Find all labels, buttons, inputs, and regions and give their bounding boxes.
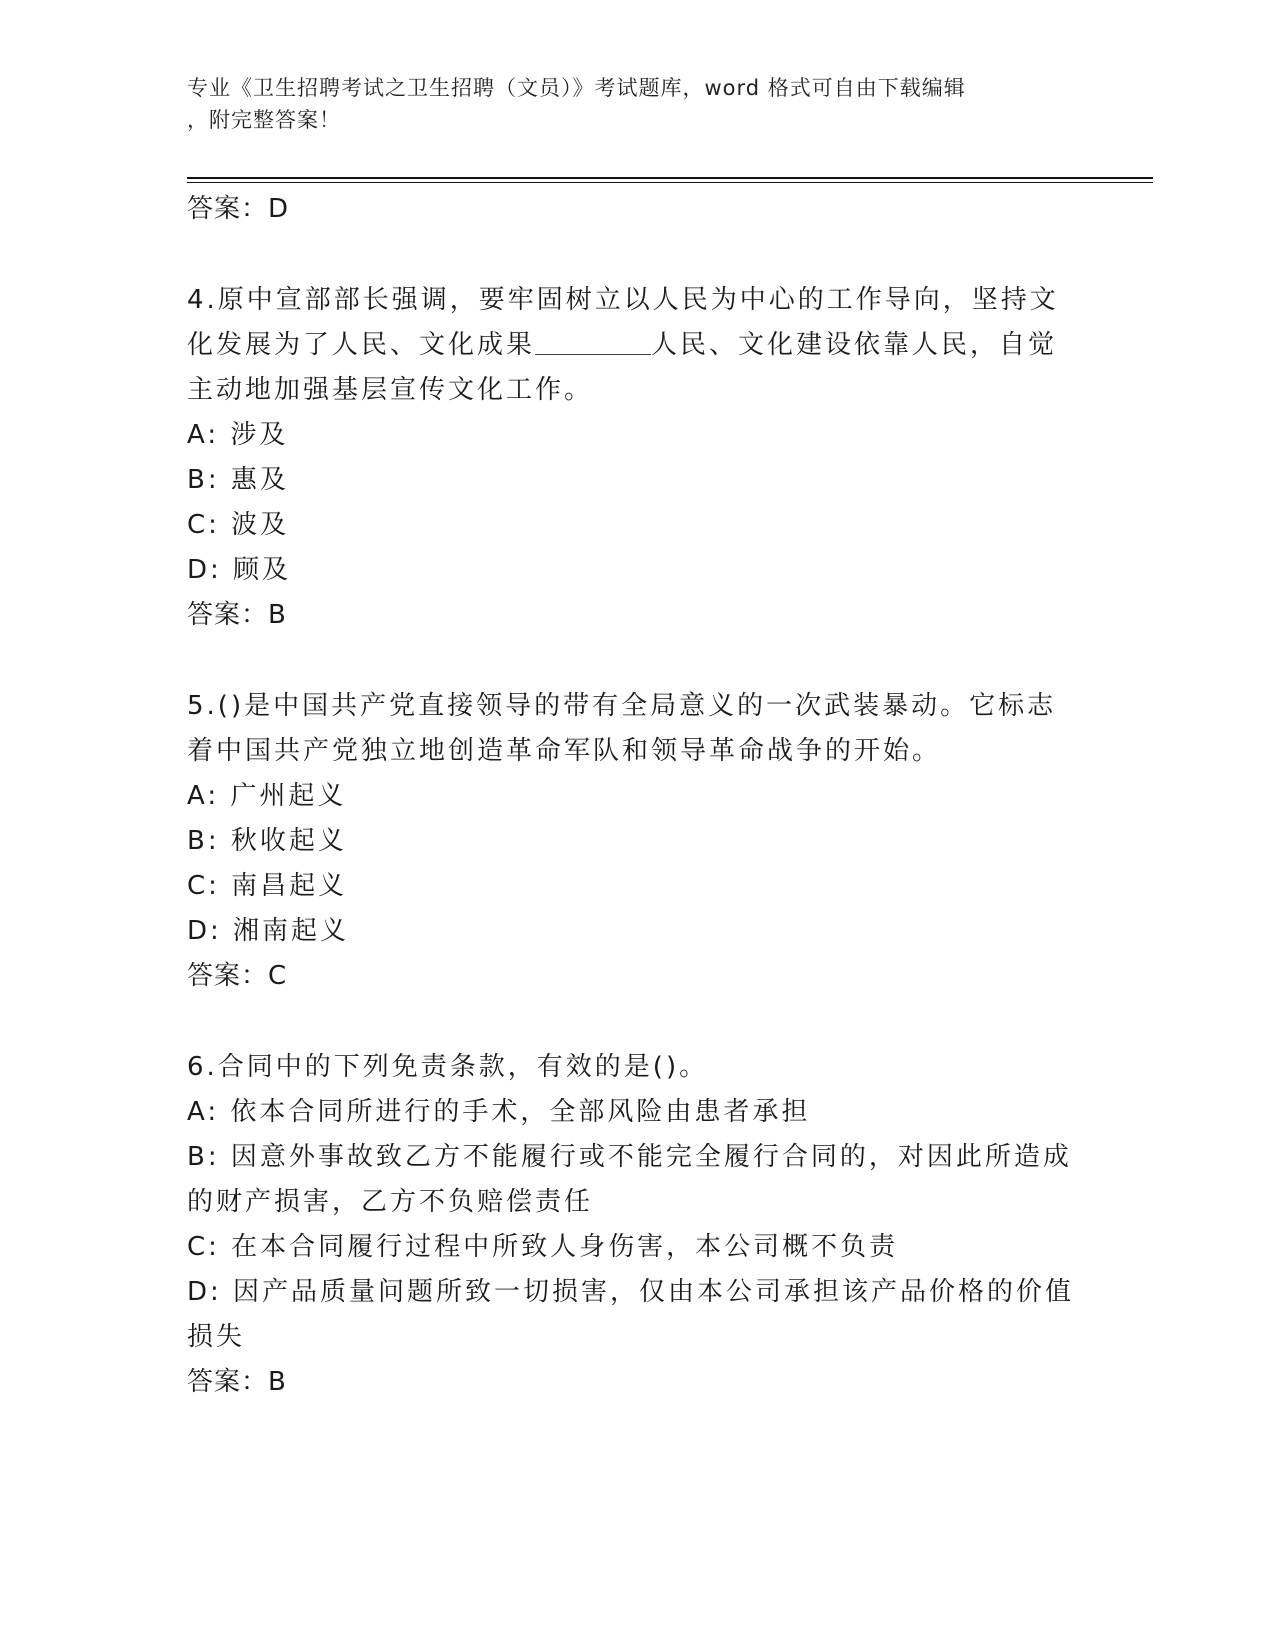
question-4-text-line-3: 主动地加强基层宣传文化工作。 — [187, 375, 594, 405]
document-header — [187, 72, 1067, 136]
question-4-option-c: C: 波及 — [187, 510, 290, 540]
previous-answer: 答案：D — [187, 194, 290, 224]
header-line-1: 专业《卫生招聘考试之卫生招聘（文员）》考试题库，word 格式可自由下载编辑 — [187, 76, 966, 100]
spacer — [187, 638, 1087, 684]
question-5-option-a: A: 广州起义 — [187, 781, 347, 811]
question-4-text-line-1: 4.原中宣部部长强调，要牢固树立以人民为中心的工作导向，坚持文 — [187, 285, 1059, 315]
question-6-option-a: A: 依本合同所进行的手术，全部风险由患者承担 — [187, 1097, 811, 1127]
question-4-answer: 答案：B — [187, 600, 287, 630]
question-5-answer: 答案：C — [187, 961, 288, 991]
question-5-option-c: C: 南昌起义 — [187, 871, 348, 901]
question-6-option-b-line-2: 的财产损害，乙方不负赔偿责任 — [187, 1187, 594, 1217]
question-6-option-b-line-1: B: 因意外事故致乙方不能履行或不能完全履行合同的，对因此所造成 — [187, 1142, 1072, 1172]
spacer — [187, 232, 1087, 278]
header-divider-thick — [187, 177, 1153, 179]
header-divider-thin — [187, 182, 1153, 183]
question-5-option-b: B: 秋收起义 — [187, 826, 347, 856]
question-6-option-d-line-2: 损失 — [187, 1322, 246, 1352]
question-4-option-d: D: 顾及 — [187, 555, 292, 585]
question-4-option-a: A: 涉及 — [187, 420, 289, 450]
question-6-answer: 答案：B — [187, 1367, 287, 1397]
question-5 — [187, 684, 1087, 999]
question-4 — [187, 278, 1087, 638]
question-6-option-c: C: 在本合同履行过程中所致人身伤害，本公司概不负责 — [187, 1232, 899, 1262]
question-6-text-line-1: 6.合同中的下列免责条款，有效的是()。 — [187, 1052, 709, 1082]
question-content — [187, 187, 1087, 1405]
question-5-option-d: D: 湘南起义 — [187, 916, 350, 946]
question-5-text-line-1: 5.()是中国共产党直接领导的带有全局意义的一次武装暴动。它标志 — [187, 691, 1057, 721]
fill-in-blank — [535, 324, 651, 355]
question-6 — [187, 1045, 1087, 1405]
question-5-text-line-2: 着中国共产党独立地创造革命军队和领导革命战争的开始。 — [187, 736, 942, 766]
question-6-option-d-line-1: D: 因产品质量问题所致一切损害，仅由本公司承担该产品价格的价值 — [187, 1277, 1075, 1307]
question-4-text-part-b: 人民、文化建设依靠人民，自觉 — [651, 330, 1058, 360]
question-4-option-b: B: 惠及 — [187, 465, 289, 495]
question-4-text-part-a: 化发展为了人民、文化成果 — [187, 330, 536, 360]
question-4-text-line-2 — [187, 323, 1087, 368]
header-line-2: ，附完整答案！ — [187, 108, 341, 132]
spacer — [187, 999, 1087, 1045]
